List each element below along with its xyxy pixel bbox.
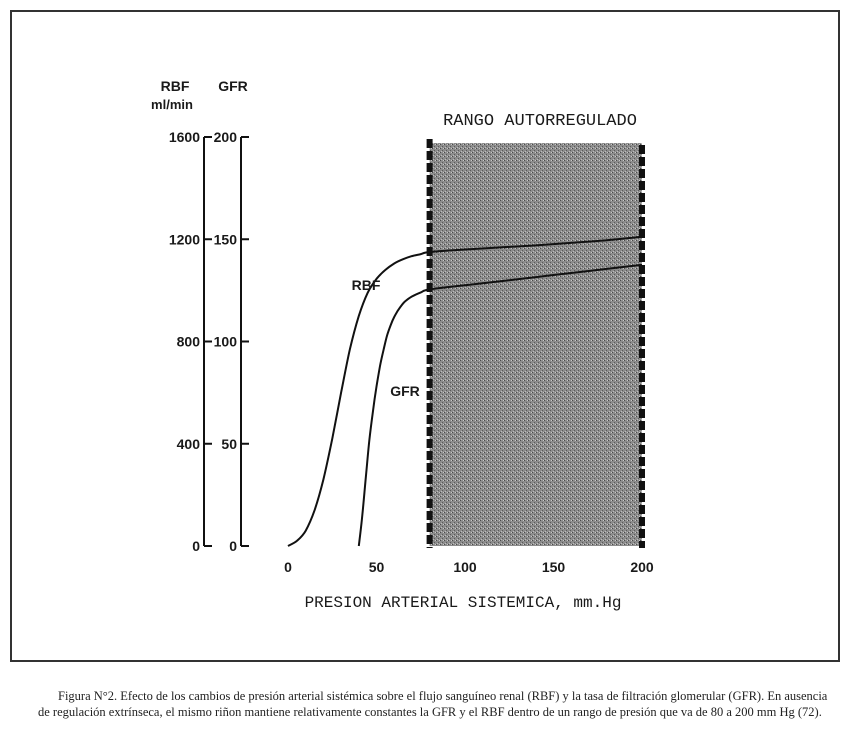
gfr-series-label: GFR bbox=[390, 383, 420, 399]
x-tick-label: 200 bbox=[630, 559, 654, 575]
x-tick-label: 150 bbox=[541, 559, 566, 575]
gfr-tick-label: 150 bbox=[213, 231, 237, 248]
x-tick-label: 50 bbox=[368, 559, 385, 575]
x-tick-label: 0 bbox=[284, 559, 292, 575]
rbf-tick-label: 400 bbox=[176, 435, 200, 452]
gfr-tick-label: 100 bbox=[213, 333, 237, 350]
rbf-series-label: RBF bbox=[351, 277, 381, 293]
rbf-tick-label: 800 bbox=[176, 333, 200, 350]
rbf-axis-unit: ml/min bbox=[151, 97, 193, 112]
x-axis-ticks bbox=[284, 559, 654, 575]
rbf-tick-label: 0 bbox=[192, 538, 200, 554]
x-axis-label: PRESION ARTERIAL SISTEMICA, mm.Hg bbox=[304, 594, 622, 612]
rbf-tick-label: 1200 bbox=[168, 231, 200, 248]
rbf-axis-ticks bbox=[169, 129, 212, 554]
gfr-tick-label: 200 bbox=[213, 129, 237, 145]
gfr-tick-label: 50 bbox=[221, 435, 237, 452]
gfr-axis-label: GFR bbox=[218, 78, 248, 94]
gfr-tick-label: 0 bbox=[229, 538, 237, 554]
x-tick-label: 100 bbox=[453, 559, 477, 575]
gfr-axis-ticks bbox=[214, 129, 249, 554]
autoregulated-range-shading bbox=[430, 143, 642, 546]
rbf-axis-label: RBF bbox=[160, 78, 190, 94]
figure-caption: Figura N°2. Efecto de los cambios de presión arterial sistémica sobre el flujo sanguíneo renal (RBF) y la tasa de filtración glomerular (GFR). En ausencia de regulación extrínseca, el mismo riñon mantiene relativamente constantes la GFR y el RBF dentro de un rango de presión que va de 80 a 200 mm Hg (72). bbox=[38, 689, 828, 719]
rbf-tick-label: 1600 bbox=[168, 129, 200, 145]
autoregulated-range-label: RANGO AUTORREGULADO bbox=[443, 112, 637, 131]
